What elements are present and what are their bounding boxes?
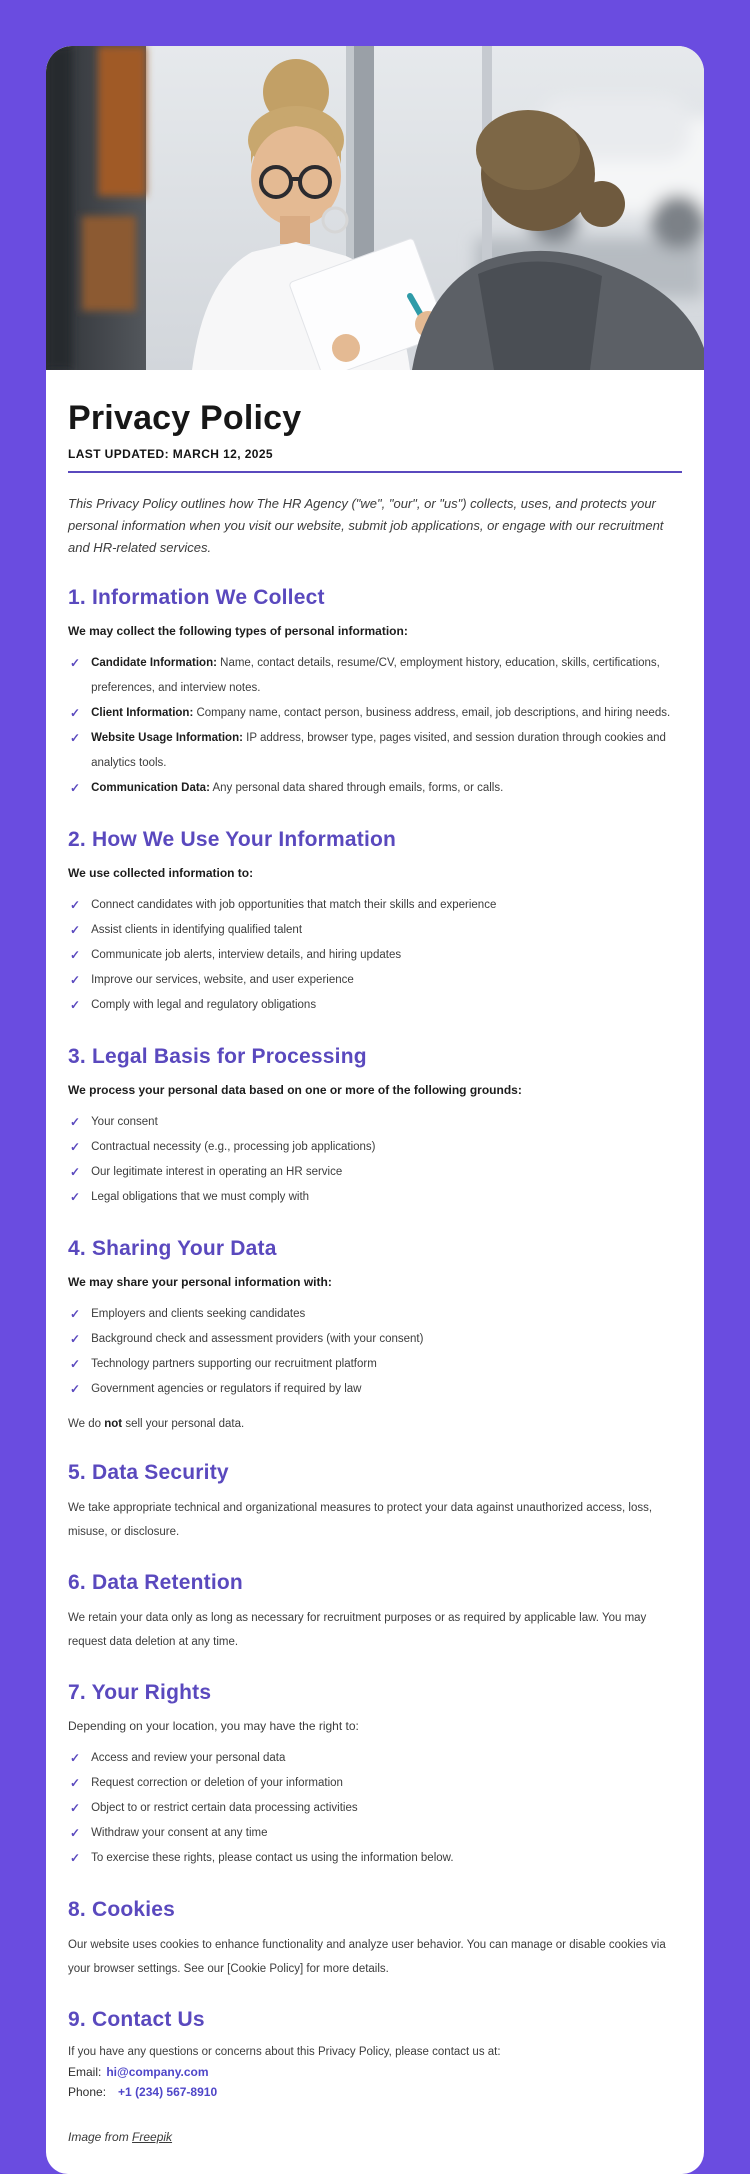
list-item: ✓ Withdraw your consent at any time [70, 1821, 682, 1846]
list-item: ✓ Contractual necessity (e.g., processing job applications) [70, 1135, 682, 1160]
check-icon: ✓ [70, 1826, 81, 1840]
check-icon: ✓ [70, 1382, 81, 1396]
list-item: ✓ Technology partners supporting our recruitment platform [70, 1352, 682, 1377]
section-heading-data-retention: 6. Data Retention [68, 1571, 243, 1594]
list-item: ✓ Client Information: Company name, contact person, business address, email, job descriptions, and hiring needs. [70, 701, 682, 726]
list-item: ✓ Object to or restrict certain data processing activities [70, 1796, 682, 1821]
list-item: ✓ Connect candidates with job opportunities that match their skills and experience [70, 893, 682, 918]
section-paragraph: We take appropriate technical and organizational measures to protect your data against unauthorized access, loss, misuse, or disclosure. [68, 1502, 653, 1538]
list-item: ✓ Communication Data: Any personal data shared through emails, forms, or calls. [70, 776, 682, 801]
section-lead: We process your personal data based on one or more of the following grounds: [68, 1083, 522, 1097]
section-lead: We may share your personal information with: [68, 1275, 332, 1289]
page-title: Privacy Policy [68, 399, 302, 437]
bullet-list [68, 1302, 682, 1402]
check-icon: ✓ [70, 1115, 81, 1129]
divider [68, 471, 682, 473]
check-icon: ✓ [70, 1332, 81, 1346]
bullet-list [68, 893, 682, 1018]
man-bun [579, 181, 625, 227]
contact-phone-line [68, 2083, 682, 2102]
list-item: ✓ Your consent [70, 1110, 682, 1135]
check-icon: ✓ [70, 1190, 81, 1204]
phone-label: Phone: [68, 2085, 107, 2099]
no-sell-note: We do not sell your personal data. [68, 1418, 245, 1430]
bullet-list [68, 651, 682, 801]
list-item: ✓ Communicate job alerts, interview details, and hiring updates [70, 943, 682, 968]
list-item: ✓ Access and review your personal data [70, 1746, 682, 1771]
list-item: ✓ Website Usage Information: IP address, browser type, pages visited, and session duration through cookies and analytics tools. [70, 726, 682, 776]
check-icon: ✓ [70, 923, 81, 937]
contact-intro: If you have any questions or concerns about this Privacy Policy, please contact us at: [68, 2046, 501, 2058]
bullet-list [68, 1110, 682, 1210]
list-item: ✓ Government agencies or regulators if required by law [70, 1377, 682, 1402]
check-icon: ✓ [70, 898, 81, 912]
email-link[interactable]: hi@company.com [106, 2065, 209, 2079]
section-heading-sharing-data: 4. Sharing Your Data [68, 1237, 277, 1260]
email-label: Email: [68, 2065, 102, 2079]
neck [280, 216, 310, 244]
suit-vest [478, 261, 602, 370]
check-icon: ✓ [70, 656, 81, 670]
check-icon: ✓ [70, 1357, 81, 1371]
list-item: ✓ Background check and assessment providers (with your consent) [70, 1327, 682, 1352]
list-item: ✓ Employers and clients seeking candidates [70, 1302, 682, 1327]
section-heading-contact-us: 9. Contact Us [68, 2008, 205, 2031]
freepik-link[interactable]: Freepik [132, 2130, 173, 2144]
section-paragraph: We retain your data only as long as necessary for recruitment purposes or as required by applicable law. You may request data deletion at any time. [68, 1612, 647, 1648]
list-item: ✓ Our legitimate interest in operating an HR service [70, 1160, 682, 1185]
check-icon: ✓ [70, 731, 81, 745]
check-icon: ✓ [70, 1776, 81, 1790]
list-item: ✓ Improve our services, website, and user experience [70, 968, 682, 993]
section-heading-data-security: 5. Data Security [68, 1461, 229, 1484]
check-icon: ✓ [70, 1851, 81, 1865]
list-item: ✓ Candidate Information: Name, contact details, resume/CV, employment history, education, skills, certifications, preferences, and interview notes. [70, 651, 682, 701]
bullet-list [68, 1746, 682, 1871]
check-icon: ✓ [70, 948, 81, 962]
section-lead: Depending on your location, you may have the right to: [68, 1719, 359, 1733]
check-icon: ✓ [70, 1801, 81, 1815]
check-icon: ✓ [70, 1751, 81, 1765]
list-item: ✓ Assist clients in identifying qualified talent [70, 918, 682, 943]
section-heading-how-we-use: 2. How We Use Your Information [68, 828, 397, 851]
check-icon: ✓ [70, 706, 81, 720]
contact-email-line [68, 2063, 682, 2082]
phone-link[interactable]: +1 (234) 567-8910 [118, 2085, 218, 2099]
check-icon: ✓ [70, 973, 81, 987]
list-item: ✓ To exercise these rights, please contact us using the information below. [70, 1846, 682, 1871]
policy-content [46, 370, 704, 2144]
image-credit: Image from Freepik [68, 2130, 173, 2144]
section-paragraph: Our website uses cookies to enhance functionality and analyze user behavior. You can manage or disable cookies via your browser settings. See our [Cookie Policy] for more details. [68, 1939, 666, 1975]
list-item: ✓ Comply with legal and regulatory obligations [70, 993, 682, 1018]
intro-paragraph: This Privacy Policy outlines how The HR Agency ("we", "our", or "us") collects, uses, and protects your personal information when you visit our website, submit job applications, or engage with our recruitment and HR-related services. [68, 496, 664, 555]
check-icon: ✓ [70, 1307, 81, 1321]
last-updated: LAST UPDATED: MARCH 12, 2025 [68, 447, 274, 461]
list-item: ✓ Legal obligations that we must comply with [70, 1185, 682, 1210]
policy-card [46, 46, 704, 2174]
check-icon: ✓ [70, 998, 81, 1012]
section-lead: We use collected information to: [68, 866, 254, 880]
section-heading-cookies: 8. Cookies [68, 1898, 176, 1921]
check-icon: ✓ [70, 1165, 81, 1179]
check-icon: ✓ [70, 781, 81, 795]
hand [332, 334, 360, 362]
section-heading-legal-basis: 3. Legal Basis for Processing [68, 1045, 367, 1068]
section-heading-your-rights: 7. Your Rights [68, 1681, 212, 1704]
hero-image [46, 46, 704, 370]
section-lead: We may collect the following types of personal information: [68, 624, 408, 638]
section-heading-information-we-collect: 1. Information We Collect [68, 586, 325, 609]
hero-illustration [46, 46, 704, 370]
list-item: ✓ Request correction or deletion of your information [70, 1771, 682, 1796]
check-icon: ✓ [70, 1140, 81, 1154]
